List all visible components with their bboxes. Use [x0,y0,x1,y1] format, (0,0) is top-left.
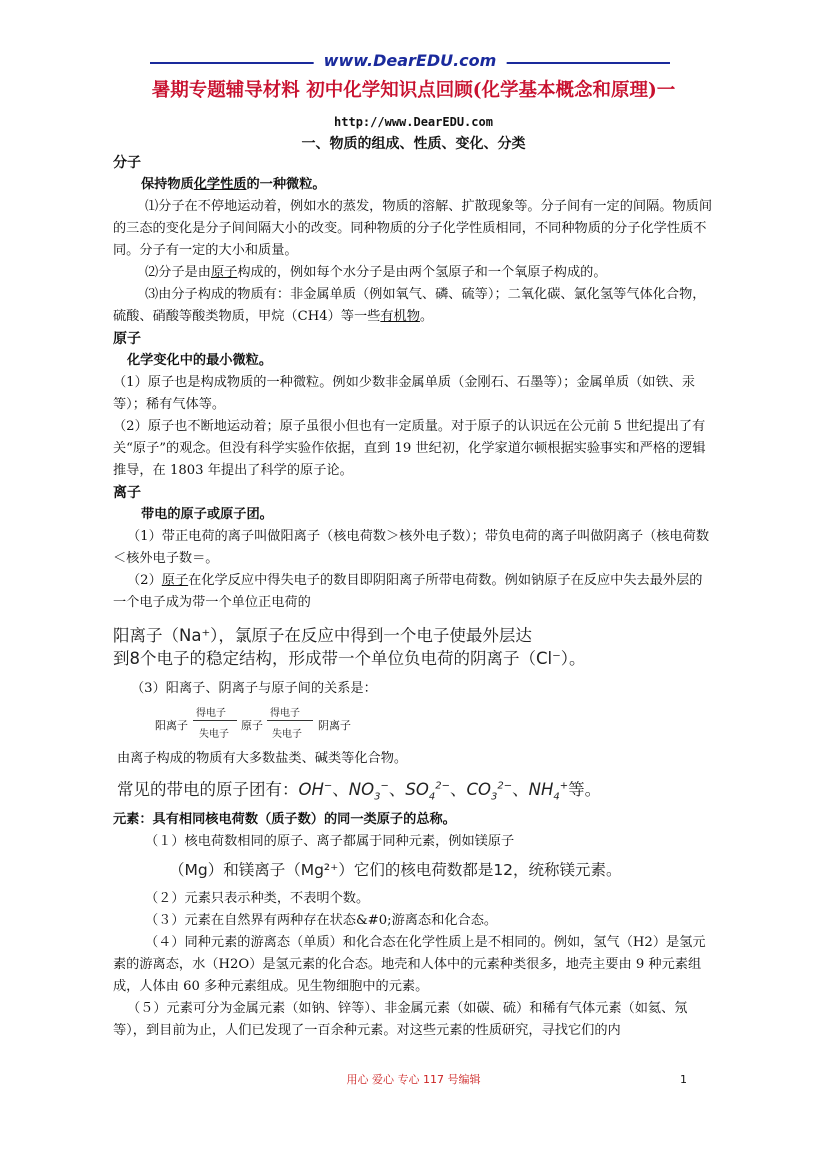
page-number: 1 [680,1073,687,1086]
ion-figure-line-2: 到8个电子的稳定结构，形成带一个单位负电荷的阴离子（Cl⁻）。 [113,649,586,668]
radicals-end: 等。 [568,780,602,799]
ion-relation-diagram [113,702,715,742]
radical-nh4: $NH_4^+$ [528,780,569,803]
element-figure: （Mg）和镁离子（Mg²⁺）它们的核电荷数都是12，统称镁元素。 [169,861,622,879]
heading-element: 元素：具有相同核电荷数（质子数）的同一类原子的总称。 [113,812,456,827]
heading-molecule: 分子 [113,155,141,171]
ion-figure-line-1: 阳离子（Na⁺），氯原子在反应中得到一个电子使最外层达 [113,626,532,645]
diagram-gain-label-2: 得电子 [270,708,300,719]
molecule-point-2: ⑵分子是由原子构成的，例如每个水分子是由两个氢原子和一个氧原子构成的。 [145,265,607,280]
element-point-3: （３）元素在自然界有两种存在状态&#0;游离态和化合态。 [145,913,498,928]
site-banner [150,50,670,74]
section-title: 一、物质的组成、性质、变化、分类 [301,136,526,152]
diagram-gain-label-1: 得电子 [196,708,226,719]
radicals-line: 常见的带电的原子团有：OH−、$NO_3^-$、$SO_4^{2-}$、$CO_3^{2-}$、$NH_4^+$等。 [117,780,602,803]
radical-oh: OH− [298,780,333,799]
ion-point-3: （3）阳离子、阴离子与原子间的关系是： [131,681,377,696]
atom-definition: 化学变化中的最小微粒。 [127,353,273,368]
heading-ion: 离子 [113,485,141,501]
element-point-5: （５）元素可分为金属元素（如钠、锌等）、非金属元素（如碳、硫）和稀有气体元素（如氦、氖等），到目前为止，人们已发现了一百余种元素。对这些元素的性质研究，寻找它们的内 [113,1001,688,1038]
footer-text: 用心 爱心 专心 117 号编辑 [346,1073,481,1086]
ion-point-4: 由离子构成的物质有大多数盐类、碱类等化合物。 [117,751,408,766]
radical-co3: $CO_3^{2-}$ [466,780,513,803]
site-url[interactable]: http://www.DearEDU.com [334,115,493,129]
diagram-arrow-2 [267,720,313,721]
molecule-point-3: ⑶由分子构成的物质有：非金属单质（例如氧气、磷、硫等）；二氧化碳、氯化氢等气体化合物，硫酸、硝酸等酸类物质，甲烷（CH4）等一些有机物。 [113,287,706,324]
document-title: 暑期专题辅导材料 初中化学知识点回顾(化学基本概念和原理)一 [151,80,676,101]
site-name[interactable]: www.DearEDU.com [314,50,507,72]
atom-point-1: （1）原子也是构成物质的一种微粒。例如少数非金属单质（金刚石、石墨等）；金属单质（如铁、汞等）；稀有气体等。 [113,375,696,412]
molecule-definition: 保持物质化学性质的一种微粒。 [141,177,326,192]
radicals-intro: 常见的带电的原子团有： [117,780,299,799]
diagram-cation: 阳离子 [155,719,188,732]
atom-point-2: （2）原子也不断地运动着；原子虽很小但也有一定质量。对于原子的认识远在公元前 5 世纪提出了有关“原子”的观念。但没有科学实验作依据，直到 19 世纪初，化学家道尔顿根据实验事实和严格的逻辑推导，在 1803 年提出了科学的原子论。 [113,419,706,478]
diagram-arrow-1 [193,720,237,721]
diagram-atom: 原子 [241,719,263,732]
diagram-lose-label-2: 失电子 [272,729,302,740]
diagram-lose-label-1: 失电子 [199,729,229,740]
element-point-2: （２）元素只表示种类，不表明个数。 [145,891,370,906]
element-point-4: （４）同种元素的游离态（单质）和化合态在化学性质上是不相同的。例如，氢气（H2）是氢元素的游离态，水（H2O）是氢元素的化合态。地壳和人体中的元素种类很多，地壳主要由 9 种元素组成，人体由 60 多种元素组成。见生物细胞中的元素。 [113,935,706,994]
ion-definition: 带电的原子或原子团。 [141,507,273,522]
document-body [113,152,715,1042]
radical-so4: $SO_4^{2-}$ [405,780,450,803]
radical-no3: $NO_3^-$ [348,780,389,803]
element-point-1: （１）核电荷数相同的原子、离子都属于同种元素，例如镁原子 [145,834,515,849]
ion-point-1: （1）带正电荷的离子叫做阳离子（核电荷数＞核外电子数）；带负电荷的离子叫做阴离子（核电荷数＜核外电子数＝。 [113,529,710,566]
heading-atom: 原子 [113,331,141,347]
molecule-point-1: ⑴分子在不停地运动着，例如水的蒸发，物质的溶解、扩散现象等。分子间有一定的间隔。物质间的三态的变化是分子间间隔大小的改变。同种物质的分子化学性质相同，不同种物质的分子化学性质不同。分子有一定的大小和质量。 [113,199,713,258]
diagram-anion: 阴离子 [318,719,351,732]
ion-point-2: （2）原子在化学反应中得失电子的数目即阴阳离子所带电荷数。例如钠原子在反应中失去最外层的一个电子成为带一个单位正电荷的 [113,573,703,610]
